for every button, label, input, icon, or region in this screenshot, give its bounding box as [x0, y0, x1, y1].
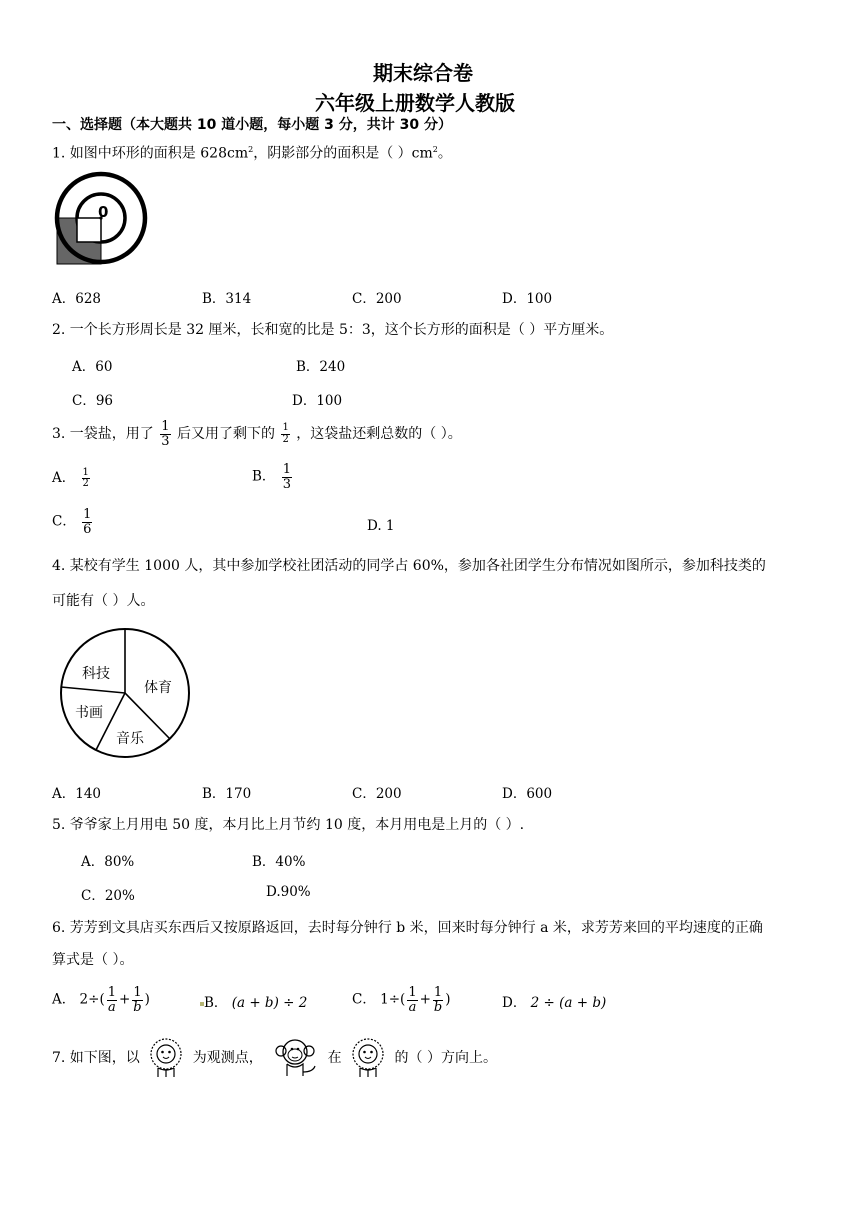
- fraction-one-third: $\frac{1}{3}$: [161, 419, 170, 449]
- pie-label-yinyue: 音乐: [116, 731, 144, 747]
- pie-label-keji: 科技: [82, 666, 110, 682]
- pie-label-tiyu: 体育: [144, 680, 172, 696]
- q6-option-b[interactable]: B． (a + b) ÷ 2: [200, 991, 307, 1011]
- monkey-icon: [267, 1036, 323, 1080]
- question-7-text: 7. 如下图，以 为观测点， 在 的（ ）方向上。: [52, 1036, 497, 1080]
- question-6-line-2: 算式是（ ）。: [52, 952, 134, 968]
- pie-label-shuhua: 书画: [75, 705, 103, 721]
- q1-option-d[interactable]: D．100: [502, 291, 553, 307]
- q5-option-d[interactable]: D.90%: [266, 884, 311, 900]
- q3-option-a[interactable]: A． $\frac{1}{2}$: [52, 466, 89, 489]
- fraction-one-half: $\frac{1}{2}$: [282, 422, 289, 445]
- q3-option-b[interactable]: B． $\frac{1}{3}$: [252, 462, 291, 492]
- q1-option-b[interactable]: B．314: [202, 291, 252, 307]
- q4-option-d[interactable]: D．600: [502, 786, 553, 802]
- pie-figure: [58, 626, 196, 764]
- question-6-line-1: 6. 芳芳到文具店买东西后又按原路返回，去时每分钟行 b 米，回来时每分钟行 a 米，求芳芳来回的平均速度的正确: [52, 920, 763, 936]
- question-5-text: 5. 爷爷家上月用电 50 度，本月比上月节约 10 度，本月用电是上月的（ ）.: [52, 817, 525, 833]
- q4-option-c[interactable]: C．200: [352, 786, 402, 802]
- question-4-line-1: 4. 某校有学生 1000 人，其中参加学校社团活动的同学占 60%，参加各社团学生分布情况如图所示，参加科技类的: [52, 558, 766, 574]
- section-title: 一、选择题（本大题共 10 道小题，每小题 3 分，共计 30 分）: [52, 117, 452, 133]
- q4-option-b[interactable]: B．170: [202, 786, 252, 802]
- page-subtitle: 六年级上册数学人教版: [315, 91, 515, 115]
- q3-option-d[interactable]: D. 1: [367, 518, 395, 534]
- q1-option-a[interactable]: A．628: [52, 291, 102, 307]
- q6-option-a[interactable]: A． 2÷( $\frac{1}{a}$ + $\frac{1}{b}$ ): [52, 985, 150, 1015]
- q2-option-d[interactable]: D．100: [292, 393, 343, 409]
- q6-option-c[interactable]: C． 1÷( $\frac{1}{a}$ + $\frac{1}{b}$ ): [352, 985, 451, 1015]
- question-3-text: 3. 一袋盐，用了 $\frac{1}{3}$ 后又用了剩下的 $\frac{1}{2}$ ，这袋盐还剩总数的（ ）。: [52, 419, 462, 449]
- center-label: 0: [98, 203, 109, 221]
- q1-option-c[interactable]: C．200: [352, 291, 402, 307]
- q3-option-c[interactable]: C． $\frac{1}{6}$: [52, 507, 92, 537]
- lion-icon: [346, 1036, 390, 1080]
- q2-option-c[interactable]: C．96: [72, 393, 114, 409]
- question-2-text: 2. 一个长方形周长是 32 厘米，长和宽的比是 5：3，这个长方形的面积是（ ）平方厘米。: [52, 322, 614, 338]
- q2-option-a[interactable]: A．60: [72, 359, 113, 375]
- q6-option-d[interactable]: D． 2 ÷ (a + b): [502, 995, 607, 1011]
- question-1-text: 1. 如图中环形的面积是 $628cm^2$，阴影部分的面积是（ ）$cm^2$。: [52, 145, 452, 162]
- q4-option-a[interactable]: A．140: [52, 786, 102, 802]
- q2-option-b[interactable]: B．240: [296, 359, 346, 375]
- q5-option-b[interactable]: B．40%: [252, 854, 306, 870]
- q5-option-c[interactable]: C．20%: [81, 888, 135, 904]
- lion-icon: [144, 1036, 188, 1080]
- radius-square: [77, 218, 101, 242]
- page-title: 期末综合卷: [373, 61, 473, 85]
- ring-figure: [50, 170, 154, 274]
- q5-option-a[interactable]: A．80%: [81, 854, 135, 870]
- question-4-line-2: 可能有（ ）人。: [52, 593, 155, 609]
